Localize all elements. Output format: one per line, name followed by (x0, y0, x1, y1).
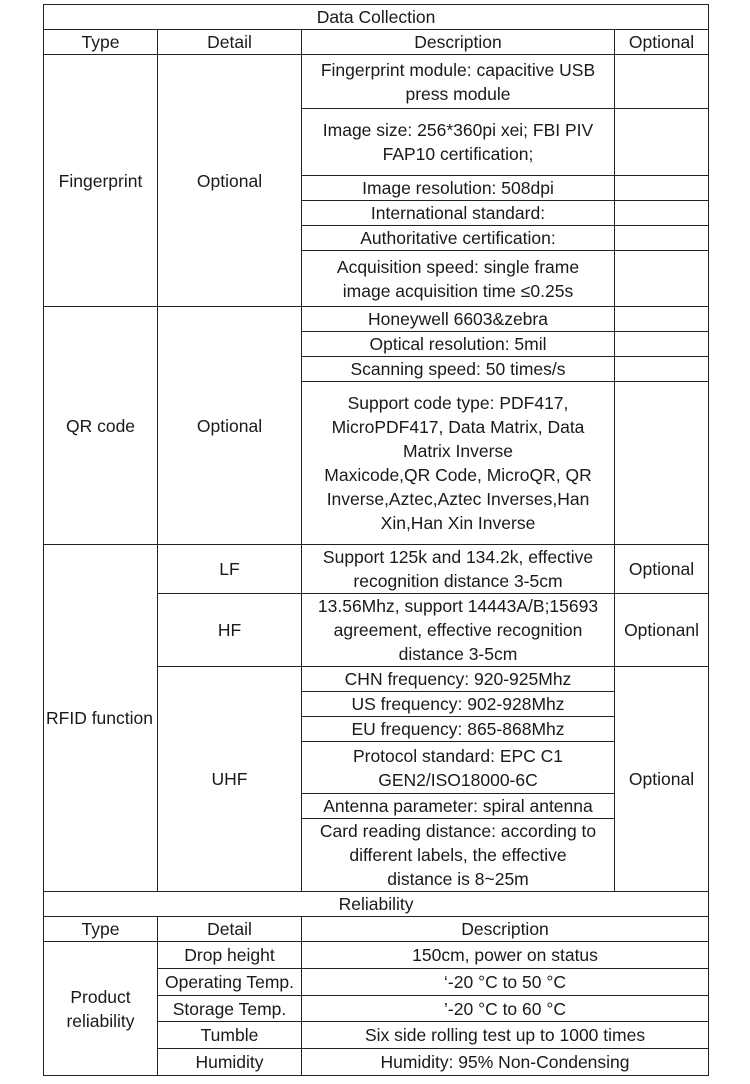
reliability-header-type: Type (44, 917, 158, 942)
section-title-data-collection: Data Collection (44, 5, 709, 30)
fingerprint-speed: Acquisition speed: single frame image acquisition time ≤0.25s (302, 251, 615, 307)
optional-cell (615, 307, 709, 332)
rfid-uhf-chn-frequency: CHN frequency: 920-925Mhz (302, 667, 615, 692)
reliability-detail: Storage Temp. (158, 996, 302, 1022)
qr-detail: Optional (158, 307, 302, 545)
fingerprint-type: Fingerprint (44, 55, 158, 307)
optional-cell (615, 251, 709, 307)
reliability-description: 150cm, power on status (302, 942, 709, 969)
rfid-uhf-reading-distance: Card reading distance: according to different labels, the effective distance is 8~25m (302, 819, 615, 892)
reliability-detail: Drop height (158, 942, 302, 969)
fingerprint-module: Fingerprint module: capacitive USB press module (302, 55, 615, 109)
qr-scanner-model: Honeywell 6603&zebra (302, 307, 615, 332)
header-type: Type (44, 30, 158, 55)
rfid-lf-detail: LF (158, 545, 302, 594)
fingerprint-resolution: Image resolution: 508dpi (302, 176, 615, 201)
spec-table (43, 4, 709, 1076)
reliability-description: ’-20 °C to 60 °C (302, 996, 709, 1022)
optional-cell (615, 109, 709, 176)
fingerprint-image-size: Image size: 256*360pi xei; FBI PIV FAP10 certification; (302, 109, 615, 176)
qr-optical-resolution: Optical resolution: 5mil (302, 332, 615, 357)
optional-cell (615, 176, 709, 201)
header-description: Description (302, 30, 615, 55)
reliability-header-detail: Detail (158, 917, 302, 942)
optional-cell (615, 357, 709, 382)
reliability-header-description: Description (302, 917, 709, 942)
reliability-description: Humidity: 95% Non-Condensing (302, 1049, 709, 1076)
rfid-type: RFID function (44, 545, 158, 892)
optional-cell (615, 332, 709, 357)
rfid-lf-description: Support 125k and 134.2k, effective recognition distance 3-5cm (302, 545, 615, 594)
rfid-uhf-us-frequency: US frequency: 902-928Mhz (302, 692, 615, 717)
optional-cell (615, 55, 709, 109)
rfid-uhf-antenna: Antenna parameter: spiral antenna (302, 794, 615, 819)
fingerprint-detail: Optional (158, 55, 302, 307)
reliability-description: ‘-20 °C to 50 °C (302, 969, 709, 996)
section-title-reliability: Reliability (44, 892, 709, 917)
optional-cell (615, 226, 709, 251)
fingerprint-standard: International standard: (302, 201, 615, 226)
reliability-detail: Humidity (158, 1049, 302, 1076)
reliability-detail: Tumble (158, 1022, 302, 1049)
rfid-lf-optional: Optional (615, 545, 709, 594)
qr-scanning-speed: Scanning speed: 50 times/s (302, 357, 615, 382)
rfid-uhf-protocol: Protocol standard: EPC C1 GEN2/ISO18000-6C (302, 742, 615, 794)
header-optional: Optional (615, 30, 709, 55)
rfid-hf-optional: Optionanl (615, 594, 709, 667)
rfid-uhf-eu-frequency: EU frequency: 865-868Mhz (302, 717, 615, 742)
reliability-description: Six side rolling test up to 1000 times (302, 1022, 709, 1049)
rfid-uhf-detail: UHF (158, 667, 302, 892)
optional-cell (615, 201, 709, 226)
fingerprint-certification: Authoritative certification: (302, 226, 615, 251)
rfid-uhf-optional: Optional (615, 667, 709, 892)
product-reliability-type: Product reliability (44, 942, 158, 1076)
qr-type: QR code (44, 307, 158, 545)
optional-cell (615, 382, 709, 545)
rfid-hf-detail: HF (158, 594, 302, 667)
reliability-detail: Operating Temp. (158, 969, 302, 996)
rfid-hf-description: 13.56Mhz, support 14443A/B;15693 agreement, effective recognition distance 3-5cm (302, 594, 615, 667)
qr-code-types: Support code type: PDF417, MicroPDF417, Data Matrix, Data Matrix Inverse Maxicode,QR Code, MicroQR, QR Inverse,Aztec,Aztec Inverses,Han Xin,Han Xin Inverse (302, 382, 615, 545)
header-detail: Detail (158, 30, 302, 55)
